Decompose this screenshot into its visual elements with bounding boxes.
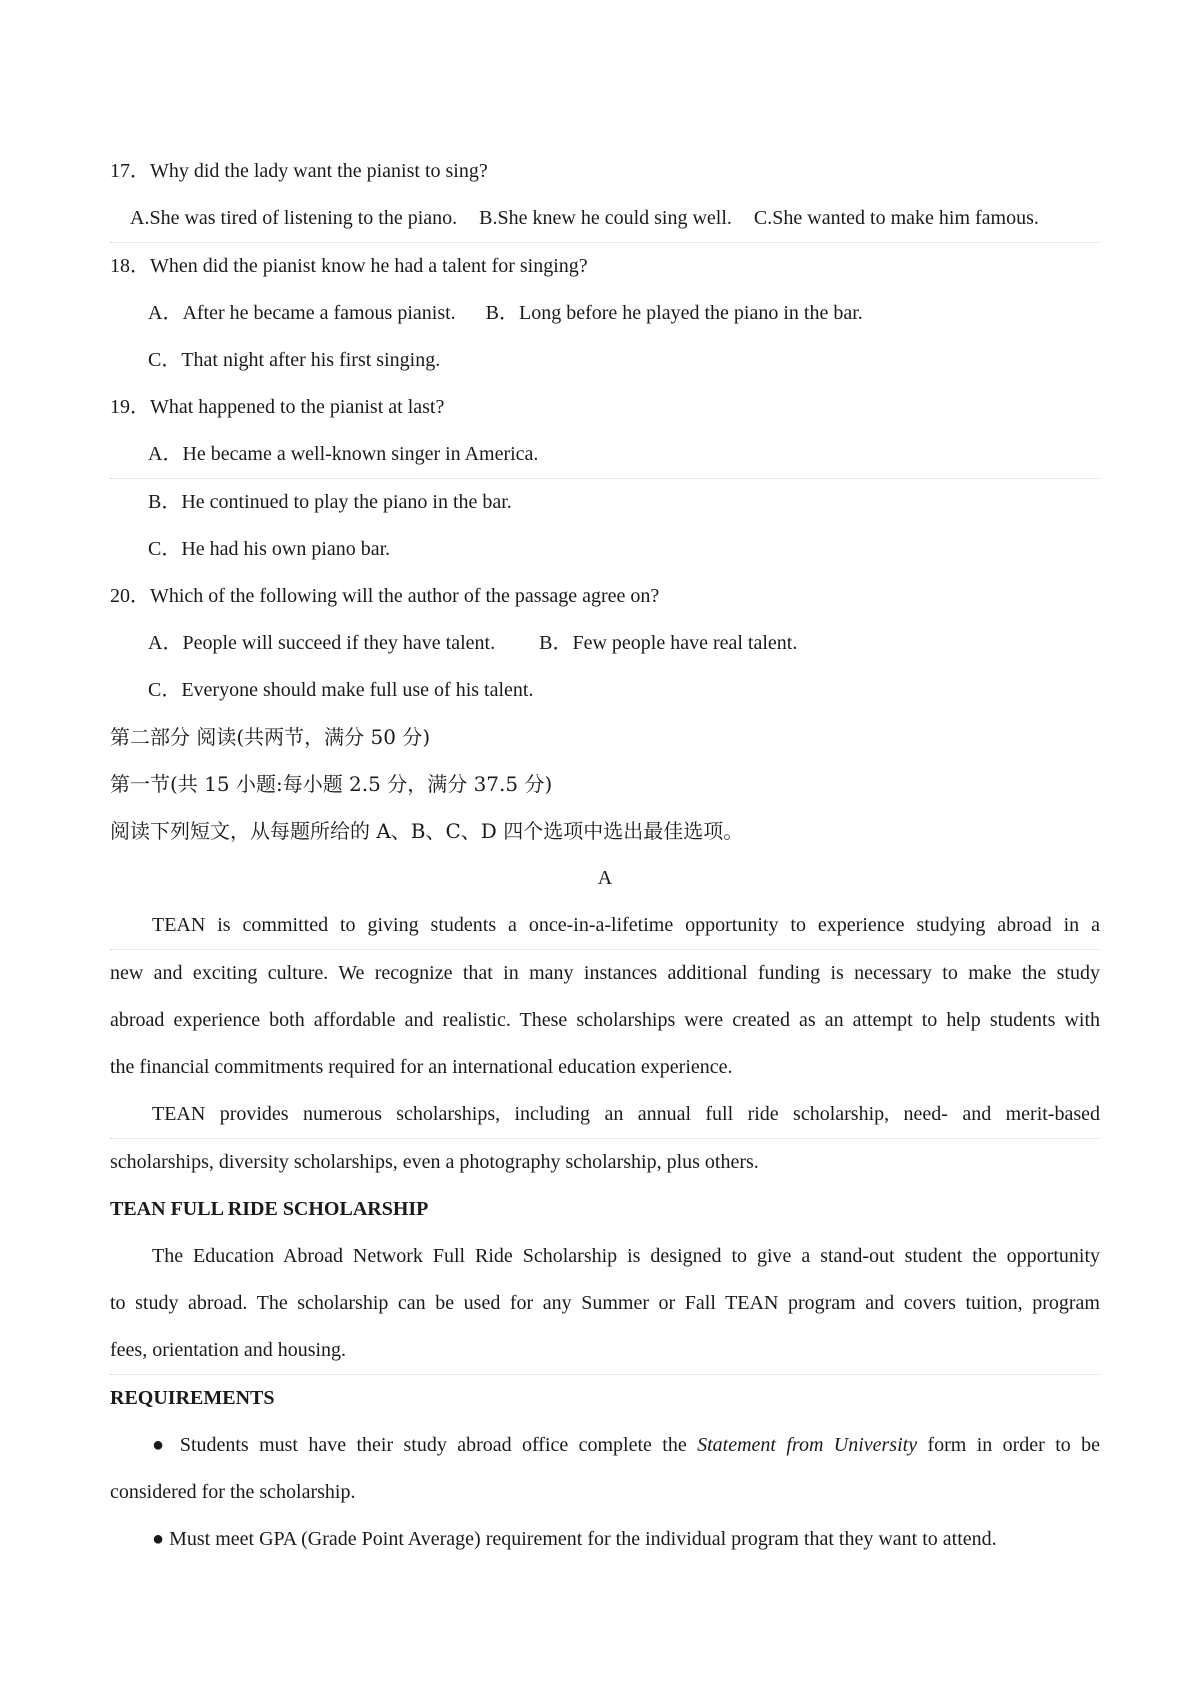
exam-page — [110, 148, 1100, 1563]
section-part-title: 第二部分 阅读(共两节，满分 50 分) — [110, 725, 431, 749]
question-18-option-a: A．After he became a famous pianist. — [148, 302, 456, 324]
passage-p1-line-4: the financial commitments required for an international education experience. — [110, 1056, 733, 1078]
passage-p3-line-1: The Education Abroad Network Full Ride Scholarship is designed to give a stand-out student the opportunity — [152, 1245, 1100, 1267]
question-18-option-c: C．That night after his first singing. — [148, 349, 441, 371]
statement-from-university-form: Statement from University — [697, 1434, 918, 1456]
section-instruction: 阅读下列短文，从每题所给的 A、B、C、D 四个选项中选出最佳选项。 — [110, 819, 744, 843]
requirement-bullet-1-post: form in order to be — [927, 1434, 1100, 1456]
question-17-option-c: C.She wanted to make him famous. — [753, 207, 1039, 229]
question-17-options — [110, 195, 1100, 243]
question-18-stem: 18．When did the pianist know he had a talent for singing? — [110, 255, 588, 277]
passage-p1-line-2: new and exciting culture. We recognize that in many instances additional funding is necessary to make the study — [110, 962, 1100, 984]
question-20-stem: 20．Which of the following will the author of the passage agree on? — [110, 585, 660, 607]
requirement-bullet-1-continuation: considered for the scholarship. — [110, 1481, 356, 1503]
question-18-option-b: B．Long before he played the piano in the bar. — [485, 302, 863, 324]
question-19-option-c: C．He had his own piano bar. — [148, 538, 391, 560]
question-19-option-a: A．He became a well-known singer in America. — [110, 431, 1100, 479]
question-20-option-c: C．Everyone should make full use of his talent. — [148, 679, 534, 701]
requirement-bullet-1-pre: ● Students must have their study abroad office complete the — [152, 1434, 687, 1456]
passage-p1-line-1: TEAN is committed to giving students a once-in-a-lifetime opportunity to experience studying abroad in a — [110, 902, 1100, 950]
question-17-stem: 17．Why did the lady want the pianist to sing? — [110, 160, 488, 182]
passage-p2-line-2: scholarships, diversity scholarships, even a photography scholarship, plus others. — [110, 1151, 759, 1173]
question-20-option-b: B．Few people have real talent. — [539, 632, 798, 654]
requirement-bullet-2: ● Must meet GPA (Grade Point Average) requirement for the individual program that they want to attend. — [152, 1528, 997, 1550]
passage-p1-line-3: abroad experience both affordable and realistic. These scholarships were created as an attempt to help students with — [110, 1009, 1100, 1031]
question-17-option-a: A.She was tired of listening to the piano. — [130, 207, 458, 229]
passage-label: A — [597, 867, 613, 889]
question-19-option-b: B．He continued to play the piano in the bar. — [148, 491, 512, 513]
heading-requirements: REQUIREMENTS — [110, 1387, 275, 1409]
question-18-options-ab — [110, 290, 1100, 337]
question-20-option-a: A．People will succeed if they have talent. — [148, 632, 496, 654]
passage-p2-line-1: TEAN provides numerous scholarships, including an annual full ride scholarship, need- and merit-based — [110, 1091, 1100, 1139]
requirement-bullet-1 — [110, 1422, 1100, 1469]
passage-p3-line-2: to study abroad. The scholarship can be used for any Summer or Fall TEAN program and covers tuition, program — [110, 1292, 1100, 1314]
heading-full-ride-scholarship: TEAN FULL RIDE SCHOLARSHIP — [110, 1198, 429, 1220]
question-17-option-b: B.She knew he could sing well. — [479, 207, 732, 229]
section-sub-title: 第一节(共 15 小题:每小题 2.5 分，满分 37.5 分) — [110, 772, 553, 796]
question-20-options-ab — [110, 620, 1100, 667]
passage-p3-line-3: fees, orientation and housing. — [110, 1327, 1100, 1375]
question-19-stem: 19．What happened to the pianist at last? — [110, 396, 445, 418]
